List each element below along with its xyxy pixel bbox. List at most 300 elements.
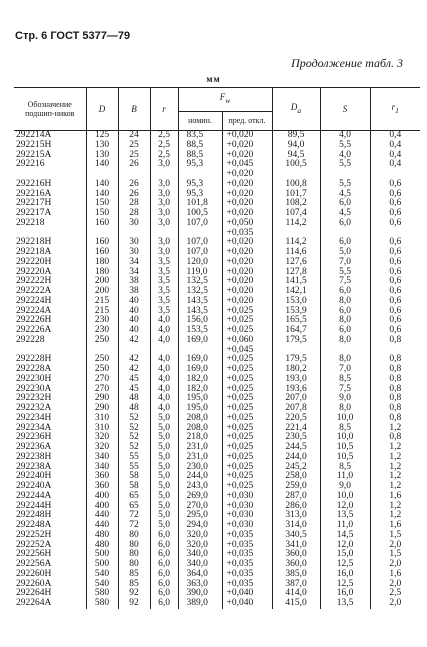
cell-width: 80 — [118, 531, 150, 541]
cell-da: 340,5 — [272, 531, 320, 541]
cell-s: 8,0 — [320, 316, 370, 326]
cell-da: 385,0 — [272, 570, 320, 580]
cell-fw-nominal: 320,0 — [178, 541, 222, 551]
cell-fw-nominal: 156,0 — [178, 316, 222, 326]
cell-fw-nominal: 218,0 — [178, 433, 222, 443]
cell-outer-diameter: 250 — [86, 336, 118, 346]
cell-fw-nominal: 389,0 — [178, 599, 222, 609]
cell-outer-diameter: 290 — [86, 404, 118, 414]
cell-chamfer-r: 2,5 — [150, 131, 178, 141]
cell-r1: 0,6 — [370, 297, 420, 307]
cell-chamfer-r: 4,0 — [150, 375, 178, 385]
cell-outer-diameter: 400 — [86, 502, 118, 512]
cell-s: 4,0 — [320, 151, 370, 161]
cell-outer-diameter: 480 — [86, 541, 118, 551]
cell-chamfer-r: 5,0 — [150, 502, 178, 512]
cell-designation: 292256H — [14, 550, 86, 560]
cell-s: 12,0 — [320, 502, 370, 512]
cell-r1: 1,2 — [370, 463, 420, 473]
table-row — [14, 443, 420, 453]
cell-fw-nominal: 88,5 — [178, 141, 222, 151]
cell-r1: 0,6 — [370, 199, 420, 209]
cell-r1: 0,6 — [370, 180, 420, 190]
cell-fw-nominal: 270,0 — [178, 502, 222, 512]
cell-fw-deviation: +0,035 — [222, 550, 272, 560]
cell-designation: 292222H — [14, 277, 86, 287]
cell-fw-nominal: 364,0 — [178, 570, 222, 580]
cell-s: 16,0 — [320, 589, 370, 599]
table-row — [14, 394, 420, 404]
cell-fw-nominal: 195,0 — [178, 394, 222, 404]
table-continuation-caption: Продолжение табл. 3 — [291, 56, 403, 70]
cell-chamfer-r: 4,0 — [150, 365, 178, 375]
cell-width: 85 — [118, 570, 150, 580]
cell-s: 4,0 — [320, 131, 370, 141]
cell-designation: 292216 — [14, 160, 86, 170]
table-row — [14, 472, 420, 482]
cell-width: 72 — [118, 511, 150, 521]
cell-designation: 292230H — [14, 375, 86, 385]
cell-chamfer-r: 3,0 — [150, 219, 178, 229]
cell-fw-nominal: 101,8 — [178, 199, 222, 209]
cell-width: 26 — [118, 190, 150, 200]
cell-fw-deviation: +0,025 — [222, 482, 272, 492]
cell-da: 230,5 — [272, 433, 320, 443]
cell-outer-diameter: 310 — [86, 424, 118, 434]
cell-r1: 1,6 — [370, 570, 420, 580]
table-row — [14, 190, 420, 200]
cell-width: 26 — [118, 160, 150, 170]
cell-fw-deviation: +0,035 — [222, 229, 272, 239]
cell-width: 38 — [118, 277, 150, 287]
cell-designation: 292224A — [14, 307, 86, 317]
cell-s: 7,0 — [320, 258, 370, 268]
cell-fw-deviation: +0,025 — [222, 463, 272, 473]
cell-r1: 0,8 — [370, 404, 420, 414]
cell-outer-diameter: 320 — [86, 443, 118, 453]
cell-outer-diameter: 440 — [86, 511, 118, 521]
table-row — [14, 238, 420, 248]
cell-fw-nominal: 208,0 — [178, 424, 222, 434]
cell-r1: 0,8 — [370, 336, 420, 346]
cell-fw-deviation: +0,050 — [222, 219, 272, 229]
cell-r1: 0,6 — [370, 316, 420, 326]
cell-outer-diameter: 200 — [86, 277, 118, 287]
table-row — [14, 170, 420, 180]
cell-outer-diameter: 140 — [86, 160, 118, 170]
cell-designation: 292232H — [14, 394, 86, 404]
cell-chamfer-r: 5,0 — [150, 482, 178, 492]
cell-fw-deviation: +0,020 — [222, 199, 272, 209]
header-chamfer-r: r — [150, 88, 178, 131]
cell-fw-deviation: +0,020 — [222, 287, 272, 297]
cell-r1: 0,4 — [370, 131, 420, 141]
cell-outer-diameter: 250 — [86, 355, 118, 365]
cell-da: 100,5 — [272, 160, 320, 170]
cell-s: 9,0 — [320, 394, 370, 404]
cell-fw-deviation: +0,025 — [222, 316, 272, 326]
cell-fw-nominal: 153,5 — [178, 326, 222, 336]
cell-width: 38 — [118, 287, 150, 297]
cell-fw-deviation: +0,020 — [222, 131, 272, 141]
cell-da: 94,5 — [272, 151, 320, 161]
cell-chamfer-r: 5,0 — [150, 443, 178, 453]
cell-fw-nominal: 169,0 — [178, 355, 222, 365]
cell-fw-deviation: +0,020 — [222, 190, 272, 200]
cell-width: 40 — [118, 307, 150, 317]
header-fw-nominal: номин. — [178, 111, 222, 130]
cell-outer-diameter: 270 — [86, 375, 118, 385]
cell-fw-deviation: +0,020 — [222, 170, 272, 180]
table-row — [14, 580, 420, 590]
cell-da: 245,2 — [272, 463, 320, 473]
cell-chamfer-r: 5,0 — [150, 463, 178, 473]
cell-fw-deviation: +0,025 — [222, 433, 272, 443]
cell-width: 42 — [118, 336, 150, 346]
cell-chamfer-r: 3,5 — [150, 277, 178, 287]
cell-fw-nominal: 195,0 — [178, 404, 222, 414]
cell-outer-diameter: 160 — [86, 219, 118, 229]
cell-s: 13,5 — [320, 511, 370, 521]
cell-designation: 292232A — [14, 404, 86, 414]
cell-chamfer-r: 4,0 — [150, 316, 178, 326]
cell-r1: 0,6 — [370, 209, 420, 219]
cell-width: 55 — [118, 453, 150, 463]
cell-outer-diameter: 270 — [86, 385, 118, 395]
cell-fw-nominal: 143,5 — [178, 297, 222, 307]
cell-fw-deviation: +0,025 — [222, 424, 272, 434]
cell-designation: 292248H — [14, 511, 86, 521]
cell-fw-deviation: +0,025 — [222, 414, 272, 424]
cell-da: 314,0 — [272, 521, 320, 531]
cell-chamfer-r: 3,0 — [150, 238, 178, 248]
header-r1 — [370, 88, 420, 131]
cell-fw-deviation: +0,045 — [222, 346, 272, 356]
cell-da: 101,7 — [272, 190, 320, 200]
cell-r1: 2,5 — [370, 589, 420, 599]
cell-fw-nominal: 88,5 — [178, 151, 222, 161]
cell-outer-diameter: 160 — [86, 238, 118, 248]
cell-da: 244,5 — [272, 443, 320, 453]
cell-da: 180,2 — [272, 365, 320, 375]
cell-outer-diameter: 150 — [86, 209, 118, 219]
cell-s: 8,0 — [320, 355, 370, 365]
cell-designation: 292236H — [14, 433, 86, 443]
cell-fw-deviation: +0,030 — [222, 521, 272, 531]
cell-designation: 292228A — [14, 365, 86, 375]
cell-width: 45 — [118, 375, 150, 385]
cell-s: 9,0 — [320, 482, 370, 492]
cell-fw-nominal: 95,3 — [178, 190, 222, 200]
cell-s: 10,5 — [320, 453, 370, 463]
cell-r1: 0,6 — [370, 238, 420, 248]
cell-width: 40 — [118, 297, 150, 307]
cell-fw-deviation: +0,020 — [222, 151, 272, 161]
cell-r1: 0,6 — [370, 219, 420, 229]
cell-fw-nominal: 390,0 — [178, 589, 222, 599]
table-row — [14, 180, 420, 190]
cell-da: 153,0 — [272, 297, 320, 307]
cell-s: 12,5 — [320, 580, 370, 590]
cell-designation: 292230A — [14, 385, 86, 395]
cell-chamfer-r: 5,0 — [150, 472, 178, 482]
cell-outer-diameter: 180 — [86, 258, 118, 268]
cell-fw-deviation: +0,035 — [222, 531, 272, 541]
header-s: S — [320, 88, 370, 131]
cell-chamfer-r: 5,0 — [150, 424, 178, 434]
cell-da: 100,8 — [272, 180, 320, 190]
cell-r1: 0,4 — [370, 141, 420, 151]
cell-r1: 2,0 — [370, 541, 420, 551]
cell-width: 40 — [118, 326, 150, 336]
table-row — [14, 199, 420, 209]
cell-designation: 292252A — [14, 541, 86, 551]
cell-fw-nominal: 269,0 — [178, 492, 222, 502]
cell-r1: 1,2 — [370, 453, 420, 463]
cell-outer-diameter: 500 — [86, 560, 118, 570]
cell-fw-deviation: +0,035 — [222, 570, 272, 580]
cell-s: 6,0 — [320, 219, 370, 229]
cell-fw-deviation: +0,025 — [222, 375, 272, 385]
table-row — [14, 375, 420, 385]
cell-fw-deviation: +0,025 — [222, 453, 272, 463]
table-row — [14, 336, 420, 346]
table-row — [14, 492, 420, 502]
units-label: мм — [206, 74, 221, 84]
cell-width: 52 — [118, 443, 150, 453]
cell-fw-deviation: +0,035 — [222, 560, 272, 570]
cell-fw-nominal: 294,0 — [178, 521, 222, 531]
cell-outer-diameter: 200 — [86, 287, 118, 297]
cell-fw-nominal: 132,5 — [178, 287, 222, 297]
cell-da: 94,0 — [272, 141, 320, 151]
cell-r1: 0,8 — [370, 355, 420, 365]
cell-designation: 292234A — [14, 424, 86, 434]
table-row — [14, 511, 420, 521]
cell-outer-diameter: 130 — [86, 151, 118, 161]
cell-outer-diameter: 140 — [86, 180, 118, 190]
cell-width: 55 — [118, 463, 150, 473]
cell-r1: 1,5 — [370, 531, 420, 541]
cell-r1: 0,4 — [370, 160, 420, 170]
cell-fw-deviation: +0,020 — [222, 180, 272, 190]
cell-outer-diameter: 180 — [86, 268, 118, 278]
cell-r1: 0,6 — [370, 258, 420, 268]
cell-designation: 292226H — [14, 316, 86, 326]
header-fw-sub: w — [225, 96, 231, 106]
cell-r1: 0,6 — [370, 277, 420, 287]
cell-da: 341,0 — [272, 541, 320, 551]
cell-fw-nominal: 95,3 — [178, 160, 222, 170]
cell-outer-diameter: 540 — [86, 580, 118, 590]
table-row — [14, 365, 420, 375]
cell-da: 179,5 — [272, 355, 320, 365]
cell-width: 65 — [118, 492, 150, 502]
cell-fw-deviation: +0,040 — [222, 599, 272, 609]
cell-width: 80 — [118, 550, 150, 560]
cell-s: 13,5 — [320, 599, 370, 609]
cell-fw-deviation: +0,025 — [222, 394, 272, 404]
cell-designation: 292240A — [14, 482, 86, 492]
cell-width: 42 — [118, 365, 150, 375]
cell-r1: 0,8 — [370, 385, 420, 395]
cell-width: 52 — [118, 414, 150, 424]
cell-designation: 292256A — [14, 560, 86, 570]
cell-da: 258,0 — [272, 472, 320, 482]
cell-fw-nominal: 340,0 — [178, 550, 222, 560]
table-row — [14, 385, 420, 395]
cell-r1: 1,6 — [370, 492, 420, 502]
cell-r1: 0,6 — [370, 248, 420, 258]
cell-width: 52 — [118, 433, 150, 443]
cell-outer-diameter: 160 — [86, 248, 118, 258]
cell-fw-nominal: 107,0 — [178, 238, 222, 248]
cell-fw-nominal: 231,0 — [178, 453, 222, 463]
cell-r1: 1,2 — [370, 511, 420, 521]
cell-chamfer-r: 3,0 — [150, 190, 178, 200]
header-r1-sub: 1 — [395, 105, 399, 115]
cell-fw-deviation: +0,060 — [222, 336, 272, 346]
header-fw-main: F — [219, 92, 226, 103]
cell-chamfer-r: 2,5 — [150, 141, 178, 151]
cell-da: 286,0 — [272, 502, 320, 512]
cell-r1: 2,0 — [370, 560, 420, 570]
cell-fw-nominal: 182,0 — [178, 375, 222, 385]
cell-fw-deviation: +0,025 — [222, 307, 272, 317]
header-da-sub: a — [297, 105, 302, 115]
cell-designation: 292220A — [14, 268, 86, 278]
cell-outer-diameter: 250 — [86, 365, 118, 375]
table-row — [14, 316, 420, 326]
table-row — [14, 463, 420, 473]
cell-fw-deviation: +0,020 — [222, 248, 272, 258]
cell-chamfer-r: 3,0 — [150, 209, 178, 219]
cell-s: 8,0 — [320, 336, 370, 346]
cell-fw-nominal: 100,5 — [178, 209, 222, 219]
cell-outer-diameter: 340 — [86, 453, 118, 463]
cell-r1: 0,4 — [370, 151, 420, 161]
cell-r1: 1,5 — [370, 550, 420, 560]
cell-width: 42 — [118, 355, 150, 365]
cell-s: 5,5 — [320, 268, 370, 278]
cell-da: 313,0 — [272, 511, 320, 521]
cell-outer-diameter: 500 — [86, 550, 118, 560]
cell-outer-diameter: 230 — [86, 316, 118, 326]
cell-s: 6,0 — [320, 199, 370, 209]
cell-fw-deviation: +0,025 — [222, 355, 272, 365]
table-row — [14, 151, 420, 161]
cell-chamfer-r: 6,0 — [150, 580, 178, 590]
cell-width: 34 — [118, 258, 150, 268]
cell-da: 221,4 — [272, 424, 320, 434]
header-fw — [178, 88, 272, 112]
cell-width: 92 — [118, 599, 150, 609]
cell-da: 142,1 — [272, 287, 320, 297]
cell-fw-deviation: +0,025 — [222, 385, 272, 395]
cell-designation: 292218H — [14, 238, 86, 248]
cell-width: 25 — [118, 141, 150, 151]
cell-designation: 292260A — [14, 580, 86, 590]
cell-r1: 2,0 — [370, 580, 420, 590]
cell-r1: 0,6 — [370, 326, 420, 336]
cell-chamfer-r: 6,0 — [150, 589, 178, 599]
cell-da: 165,5 — [272, 316, 320, 326]
cell-outer-diameter: 360 — [86, 472, 118, 482]
table-row — [14, 599, 420, 609]
cell-designation: 292216H — [14, 180, 86, 190]
header-outer-diameter: D — [86, 88, 118, 131]
cell-designation: 292264A — [14, 599, 86, 609]
cell-s: 7,5 — [320, 277, 370, 287]
cell-width: 92 — [118, 589, 150, 599]
cell-chamfer-r: 3,5 — [150, 258, 178, 268]
cell-r1: 0,6 — [370, 287, 420, 297]
cell-da: 207,8 — [272, 404, 320, 414]
table-row — [14, 355, 420, 365]
cell-chamfer-r: 6,0 — [150, 570, 178, 580]
cell-fw-nominal: 340,0 — [178, 560, 222, 570]
cell-width: 26 — [118, 180, 150, 190]
cell-chamfer-r: 3,5 — [150, 297, 178, 307]
cell-designation: 292218A — [14, 248, 86, 258]
table-row — [14, 268, 420, 278]
cell-fw-deviation: +0,020 — [222, 238, 272, 248]
cell-fw-deviation: +0,035 — [222, 541, 272, 551]
cell-s: 8,0 — [320, 297, 370, 307]
cell-da: 153,9 — [272, 307, 320, 317]
cell-fw-nominal: 363,0 — [178, 580, 222, 590]
cell-chamfer-r: 3,0 — [150, 248, 178, 258]
cell-width: 80 — [118, 541, 150, 551]
cell-chamfer-r: 4,0 — [150, 336, 178, 346]
cell-designation: 292234H — [14, 414, 86, 424]
cell-outer-diameter: 360 — [86, 482, 118, 492]
cell-s: 10,0 — [320, 433, 370, 443]
cell-fw-nominal: 295,0 — [178, 511, 222, 521]
cell-fw-deviation: +0,020 — [222, 258, 272, 268]
cell-s: 5,5 — [320, 141, 370, 151]
table-row — [14, 560, 420, 570]
cell-width: 65 — [118, 502, 150, 512]
cell-s: 4,5 — [320, 209, 370, 219]
cell-designation: 292264H — [14, 589, 86, 599]
cell-chamfer-r: 5,0 — [150, 511, 178, 521]
cell-fw-nominal: 95,3 — [178, 180, 222, 190]
cell-width: 24 — [118, 131, 150, 141]
cell-fw-nominal: 230,0 — [178, 463, 222, 473]
cell-da: 207,0 — [272, 394, 320, 404]
cell-chamfer-r: 6,0 — [150, 531, 178, 541]
cell-s: 8,5 — [320, 375, 370, 385]
cell-chamfer-r: 4,0 — [150, 385, 178, 395]
cell-outer-diameter: 440 — [86, 521, 118, 531]
cell-fw-nominal: 169,0 — [178, 336, 222, 346]
cell-width: 48 — [118, 394, 150, 404]
cell-da: 127,6 — [272, 258, 320, 268]
cell-designation: 292216A — [14, 190, 86, 200]
cell-r1: 1,2 — [370, 472, 420, 482]
cell-designation: 292228H — [14, 355, 86, 365]
cell-fw-deviation: +0,030 — [222, 511, 272, 521]
cell-designation: 292226A — [14, 326, 86, 336]
cell-designation: 292215A — [14, 151, 86, 161]
table-row — [14, 160, 420, 170]
cell-s: 8,0 — [320, 404, 370, 414]
cell-chamfer-r: 5,0 — [150, 492, 178, 502]
table-row — [14, 482, 420, 492]
cell-designation: 292217H — [14, 199, 86, 209]
cell-outer-diameter: 150 — [86, 199, 118, 209]
